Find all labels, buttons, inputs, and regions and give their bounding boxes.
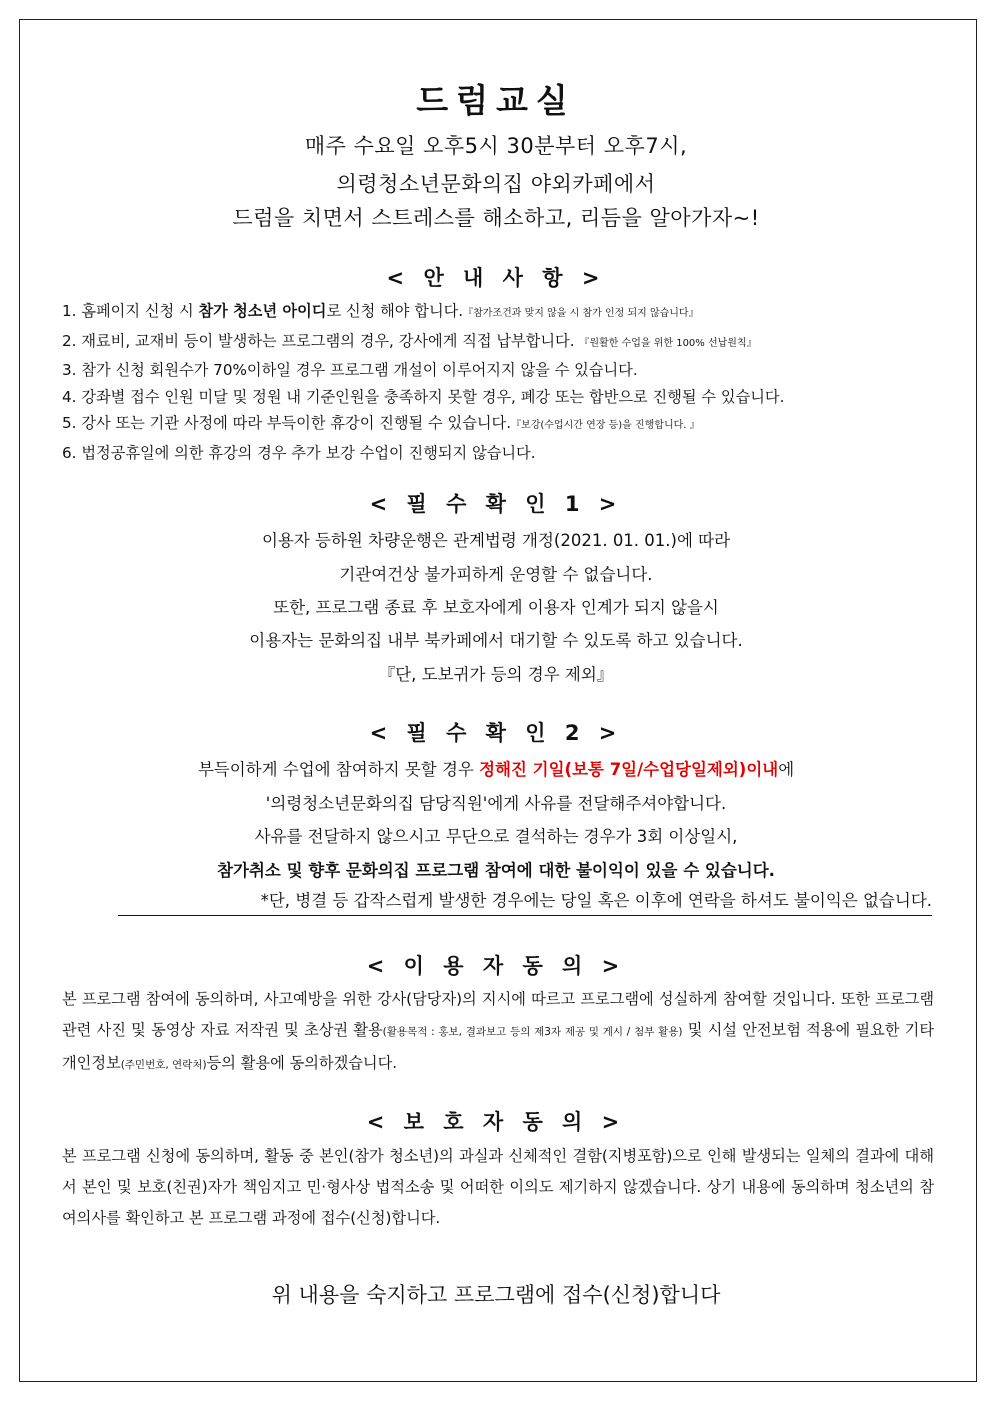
page-title: 드럼교실 [416,81,576,120]
notice-heading: < 안 내 사 항 > [386,266,606,290]
guardian-consent-heading: < 보 호 자 동 의 > [366,1110,626,1134]
confirm1-line: 기관여건상 불가피하게 운영할 수 없습니다. [339,565,653,584]
notice-item: 1. 홈페이지 신청 시 참가 청소년 아이디로 신청 해야 합니다.『참가조건과 맞지 않을 시 참가 인정 되지 않습니다』 [62,302,699,320]
confirm2-line-4: 참가취소 및 향후 문화의집 프로그램 참여에 대한 불이익이 있을 수 있습니다. [217,861,775,880]
confirm1-line: 『단, 도보귀가 등의 경우 제외』 [378,665,614,684]
confirm2-line-2: '의령청소년문화의집 담당직원'에게 사유를 전달해주셔야합니다. [265,794,727,813]
notice-item: 3. 참가 신청 회원수가 70%이하일 경우 프로그램 개설이 이루어지지 않을 수 있습니다. [62,361,638,379]
intro-line-3: 드럼을 치면서 스트레스를 해소하고, 리듬을 알아가자~! [232,206,760,230]
notice-item: 4. 강좌별 접수 인원 미달 및 정원 내 기준인원을 충족하지 못할 경우, 폐강 또는 합반으로 진행될 수 있습니다. [62,387,785,406]
user-consent-heading: < 이 용 자 동 의 > [366,954,626,978]
confirm2-line-3: 사유를 전달하지 않으시고 무단으로 결석하는 경우가 3회 이상일시, [254,827,738,846]
notice-list [62,298,942,466]
intro-line-1: 매주 수요일 오후5시 30분부터 오후7시, [304,134,688,158]
confirm2-line-1: 부득이하게 수업에 참여하지 못할 경우 정해진 기일(보통 7일/수업당일제외)이내에 [197,760,795,779]
closing-statement: 위 내용을 숙지하고 프로그램에 접수(신청)합니다 [271,1283,721,1307]
confirm1-line: 이용자는 문화의집 내부 북카페에서 대기할 수 있도록 하고 있습니다. [249,631,743,650]
notice-item: 2. 재료비, 교재비 등이 발생하는 프로그램의 경우, 강사에게 직접 납부합니다. 『원활한 수업을 위한 100% 선납원칙』 [62,331,757,350]
confirm1-line: 이용자 등하원 차량운행은 관계법령 개정(2021. 01. 01.)에 따라 [261,531,731,550]
notice-item: 6. 법정공휴일에 의한 휴강의 경우 추가 보강 수업이 진행되지 않습니다. [62,443,536,462]
deadline-highlight: 정해진 기일(보통 7일/수업당일제외)이내 [479,760,779,779]
guardian-consent-text: 본 프로그램 신청에 동의하며, 활동 중 본인(참가 청소년)의 과실과 신체적인 결함(지병포함)으로 인해 발생되는 일체의 결과에 대해서 본인 및 보호(친권)자가 책임지고 민·형사상 법적소송 및 어떠한 이의도 제기하지 않겠습니다. 상기 내용에 동의하며 청소년의 참여의사를 확인하고 본 프로그램 과정에 접수(신청)합니다. [62,1147,934,1227]
confirm2-note: *단, 병결 등 갑작스럽게 발생한 경우에는 당일 혹은 이후에 연락을 하셔도 불이익은 없습니다. [118,887,932,916]
intro-line-2: 의령청소년문화의집 야외카페에서 [336,172,656,196]
confirm2-heading: < 필 수 확 인 2 > [369,721,623,745]
notice-item: 5. 강사 또는 기관 사정에 따라 부득이한 휴강이 진행될 수 있습니다.『보강(수업시간 연장 등)을 진행합니다. 』 [62,414,700,432]
user-consent-text: 본 프로그램 참여에 동의하며, 사고예방을 위한 강사(담당자)의 지시에 따르고 프로그램에 성실하게 참여할 것입니다. 또한 프로그램 관련 사진 및 동영상 자료 저작권 및 초상권 활용(활용목적 : 홍보, 결과보고 등의 제3자 제공 및 게시 / 첨부 활용) 및 시설 안전보험 적용에 필요한 기타 개인정보(주민번호, 연락처)등의 활용에 동의하겠습니다. [62,990,934,1072]
confirm1-line: 또한, 프로그램 종료 후 보호자에게 이용자 인계가 되지 않을시 [273,598,719,617]
confirm1-heading: < 필 수 확 인 1 > [369,492,623,516]
